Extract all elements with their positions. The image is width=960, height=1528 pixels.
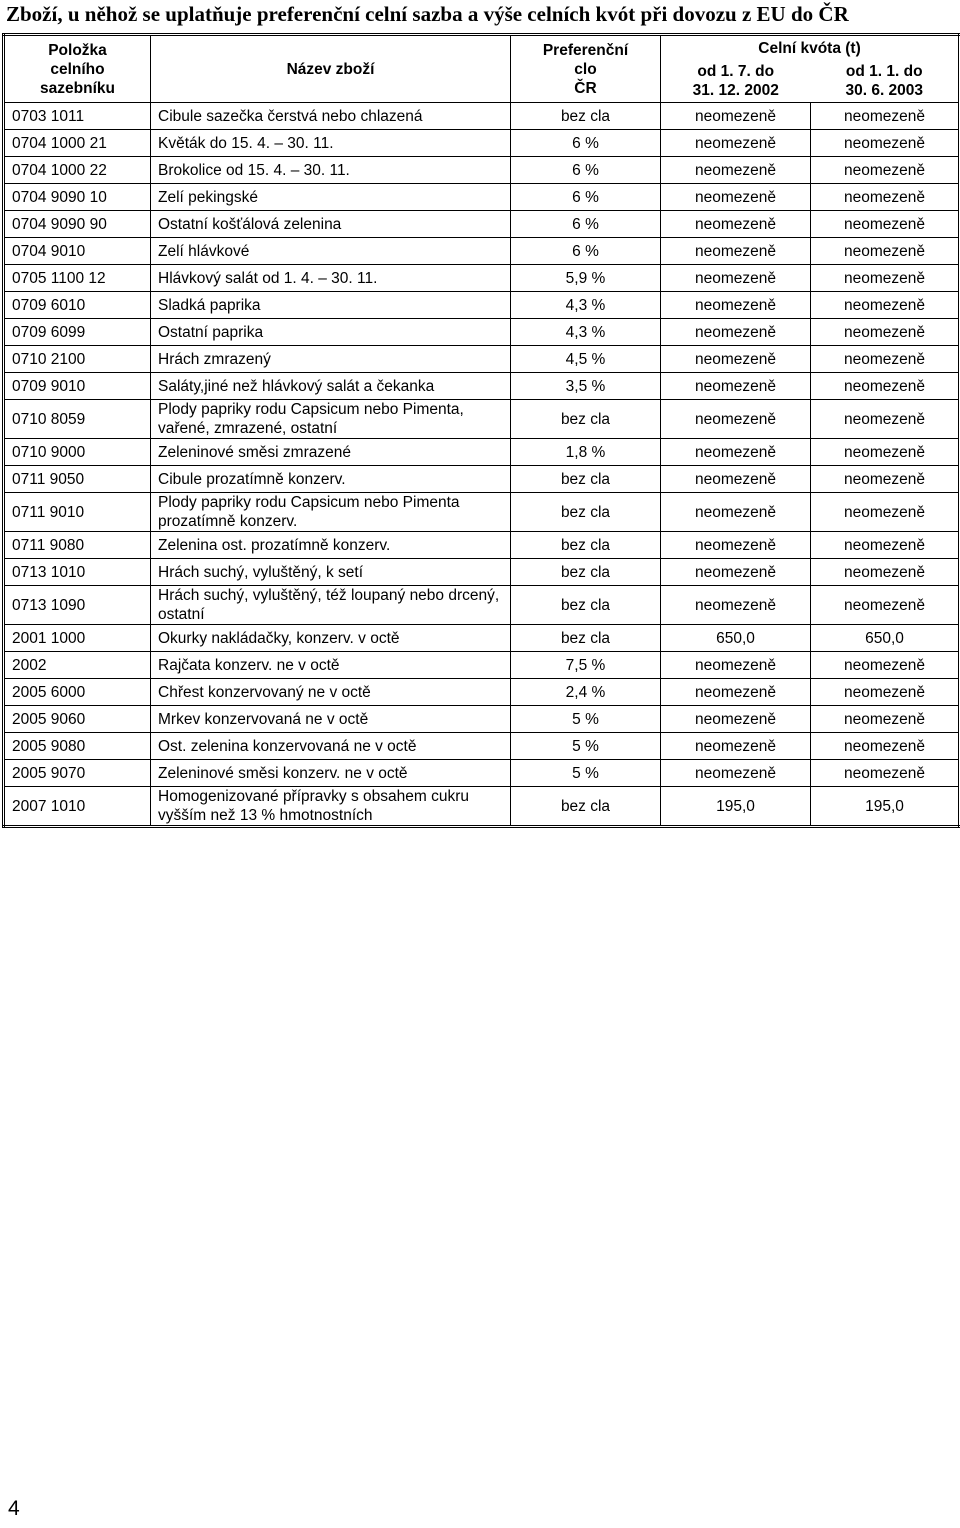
header-code-line: Položka [48, 41, 107, 59]
table-row [4, 292, 960, 319]
cell-quota-2: neomezeně [811, 733, 960, 760]
cell-rate: bez cla [511, 586, 661, 625]
cell-quota-2: neomezeně [811, 679, 960, 706]
cell-name: Cibule prozatímně konzerv. [151, 466, 511, 493]
table-row [4, 439, 960, 466]
cell-code: 0704 9090 90 [4, 211, 151, 238]
cell-name: Hrách zmrazený [151, 346, 511, 373]
cell-quota-1: neomezeně [661, 760, 811, 787]
cell-rate: 7,5 % [511, 652, 661, 679]
cell-name: Saláty,jiné než hlávkový salát a čekanka [151, 373, 511, 400]
cell-rate: bez cla [511, 400, 661, 439]
cell-code: 0704 9090 10 [4, 184, 151, 211]
table-row [4, 238, 960, 265]
cell-code: 2005 9060 [4, 706, 151, 733]
cell-quota-1: neomezeně [661, 292, 811, 319]
cell-name: Ostatní paprika [151, 319, 511, 346]
cell-code: 0709 6099 [4, 319, 151, 346]
cell-quota-1: neomezeně [661, 733, 811, 760]
cell-name: Ost. zelenina konzervovaná ne v octě [151, 733, 511, 760]
cell-rate: 6 % [511, 130, 661, 157]
cell-quota-2: neomezeně [811, 265, 960, 292]
cell-name: Chřest konzervovaný ne v octě [151, 679, 511, 706]
cell-quota-2: neomezeně [811, 184, 960, 211]
cell-rate: 6 % [511, 238, 661, 265]
cell-rate: 5 % [511, 706, 661, 733]
cell-quota-1: neomezeně [661, 157, 811, 184]
cell-rate: 1,8 % [511, 439, 661, 466]
cell-code: 0703 1011 [4, 103, 151, 130]
cell-quota-1: neomezeně [661, 706, 811, 733]
cell-rate: 4,3 % [511, 292, 661, 319]
cell-code: 0710 9000 [4, 439, 151, 466]
table-row [4, 400, 960, 439]
cell-name: Zelí pekingské [151, 184, 511, 211]
table-row [4, 586, 960, 625]
table-row [4, 211, 960, 238]
header-quota-period-line: od 1. 1. do [845, 63, 923, 80]
cell-quota-1: neomezeně [661, 532, 811, 559]
table-row [4, 319, 960, 346]
cell-code: 2005 9080 [4, 733, 151, 760]
cell-rate: bez cla [511, 787, 661, 827]
cell-rate: 3,5 % [511, 373, 661, 400]
header-rate-line: ČR [574, 79, 597, 97]
cell-quota-2: neomezeně [811, 157, 960, 184]
cell-code: 2005 9070 [4, 760, 151, 787]
table-row [4, 493, 960, 532]
header-name: Název zboží [151, 35, 511, 103]
cell-name: Cibule sazečka čerstvá nebo chlazená [151, 103, 511, 130]
table-row [4, 103, 960, 130]
cell-name: Rajčata konzerv. ne v octě [151, 652, 511, 679]
cell-code: 0713 1090 [4, 586, 151, 625]
table-row [4, 346, 960, 373]
header-rate-line: clo [574, 60, 597, 78]
cell-name: Mrkev konzervovaná ne v octě [151, 706, 511, 733]
cell-quota-1: neomezeně [661, 652, 811, 679]
header-quota-period-1 [661, 60, 811, 103]
cell-rate: bez cla [511, 625, 661, 652]
cell-quota-2: neomezeně [811, 706, 960, 733]
cell-name: Zeleninové směsi zmrazené [151, 439, 511, 466]
cell-quota-2: neomezeně [811, 211, 960, 238]
cell-quota-1: neomezeně [661, 265, 811, 292]
table-row [4, 559, 960, 586]
cell-rate: 6 % [511, 157, 661, 184]
cell-quota-1: neomezeně [661, 559, 811, 586]
header-code-line: sazebníku [40, 79, 115, 97]
cell-name: Okurky nakládačky, konzerv. v octě [151, 625, 511, 652]
cell-name: Ostatní košťálová zelenina [151, 211, 511, 238]
cell-quota-2: neomezeně [811, 400, 960, 439]
cell-code: 0711 9010 [4, 493, 151, 532]
cell-quota-2: neomezeně [811, 373, 960, 400]
cell-rate: bez cla [511, 532, 661, 559]
cell-name: Hlávkový salát od 1. 4. – 30. 11. [151, 265, 511, 292]
cell-quota-1: neomezeně [661, 400, 811, 439]
cell-name: Zelenina ost. prozatímně konzerv. [151, 532, 511, 559]
table-row [4, 532, 960, 559]
cell-quota-2: neomezeně [811, 493, 960, 532]
cell-quota-2: neomezeně [811, 466, 960, 493]
table-row [4, 652, 960, 679]
cell-quota-2: 650,0 [811, 625, 960, 652]
cell-name: Zelí hlávkové [151, 238, 511, 265]
cell-rate: 6 % [511, 184, 661, 211]
header-rate-line: Preferenční [542, 41, 629, 59]
cell-quota-2: neomezeně [811, 652, 960, 679]
cell-quota-1: 195,0 [661, 787, 811, 827]
header-quota: Celní kvóta (t) [661, 35, 960, 61]
cell-code: 0704 1000 22 [4, 157, 151, 184]
header-rate [511, 35, 661, 103]
cell-code: 2005 6000 [4, 679, 151, 706]
cell-rate: 4,5 % [511, 346, 661, 373]
table-row [4, 787, 960, 827]
table-row [4, 157, 960, 184]
cell-quota-2: neomezeně [811, 586, 960, 625]
table-row [4, 706, 960, 733]
cell-name: Hrách suchý, vyluštěný, k setí [151, 559, 511, 586]
header-quota-period-line: od 1. 7. do [697, 63, 775, 80]
cell-quota-1: neomezeně [661, 238, 811, 265]
cell-quota-1: neomezeně [661, 586, 811, 625]
header-quota-period-line: 31. 12. 2002 [692, 82, 779, 99]
cell-quota-2: 195,0 [811, 787, 960, 827]
cell-quota-2: neomezeně [811, 559, 960, 586]
cell-name: Zeleninové směsi konzerv. ne v octě [151, 760, 511, 787]
page-number: 4 [8, 1497, 20, 1520]
cell-code: 0710 2100 [4, 346, 151, 373]
cell-code: 2001 1000 [4, 625, 151, 652]
cell-name: Plody papriky rodu Capsicum nebo Pimenta prozatímně konzerv. [151, 493, 511, 532]
cell-code: 0711 9050 [4, 466, 151, 493]
cell-name: Hrách suchý, vyluštěný, též loupaný nebo drcený, ostatní [151, 586, 511, 625]
cell-quota-1: neomezeně [661, 439, 811, 466]
cell-rate: bez cla [511, 466, 661, 493]
cell-rate: 6 % [511, 211, 661, 238]
header-code-line: celního [50, 60, 105, 78]
cell-code: 2007 1010 [4, 787, 151, 827]
cell-rate: bez cla [511, 559, 661, 586]
table-row [4, 184, 960, 211]
table-row [4, 265, 960, 292]
header-quota-period-2 [811, 60, 960, 103]
cell-code: 0709 6010 [4, 292, 151, 319]
cell-quota-1: neomezeně [661, 319, 811, 346]
cell-quota-2: neomezeně [811, 292, 960, 319]
cell-rate: 5 % [511, 733, 661, 760]
cell-rate: bez cla [511, 103, 661, 130]
cell-code: 0704 9010 [4, 238, 151, 265]
cell-quota-1: 650,0 [661, 625, 811, 652]
cell-code: 0704 1000 21 [4, 130, 151, 157]
table-row [4, 625, 960, 652]
table-row [4, 760, 960, 787]
cell-code: 0713 1010 [4, 559, 151, 586]
cell-quota-1: neomezeně [661, 493, 811, 532]
cell-quota-2: neomezeně [811, 439, 960, 466]
cell-code: 0710 8059 [4, 400, 151, 439]
cell-name: Sladká paprika [151, 292, 511, 319]
cell-quota-1: neomezeně [661, 373, 811, 400]
cell-quota-2: neomezeně [811, 103, 960, 130]
table-row [4, 733, 960, 760]
cell-rate: 4,3 % [511, 319, 661, 346]
cell-quota-1: neomezeně [661, 211, 811, 238]
cell-quota-2: neomezeně [811, 319, 960, 346]
cell-quota-1: neomezeně [661, 184, 811, 211]
cell-quota-1: neomezeně [661, 130, 811, 157]
tariff-table [2, 33, 960, 828]
cell-rate: 5,9 % [511, 265, 661, 292]
cell-quota-2: neomezeně [811, 532, 960, 559]
table-body [4, 103, 960, 827]
cell-name: Homogenizované přípravky s obsahem cukru vyšším než 13 % hmotnostních [151, 787, 511, 827]
page-title: Zboží, u něhož se uplatňuje preferenční celní sazba a výše celních kvót při dovozu z EU do ČR [6, 2, 849, 26]
cell-name: Květák do 15. 4. – 30. 11. [151, 130, 511, 157]
table-row [4, 679, 960, 706]
cell-quota-1: neomezeně [661, 103, 811, 130]
cell-name: Plody papriky rodu Capsicum nebo Pimenta, vařené, zmrazené, ostatní [151, 400, 511, 439]
cell-quota-1: neomezeně [661, 679, 811, 706]
cell-quota-2: neomezeně [811, 760, 960, 787]
table-row [4, 130, 960, 157]
cell-code: 0705 1100 12 [4, 265, 151, 292]
cell-quota-1: neomezeně [661, 466, 811, 493]
cell-quota-2: neomezeně [811, 238, 960, 265]
cell-quota-2: neomezeně [811, 346, 960, 373]
table-row [4, 466, 960, 493]
header-code [4, 35, 151, 103]
header-quota-period-line: 30. 6. 2003 [845, 82, 924, 99]
cell-code: 0709 9010 [4, 373, 151, 400]
table-row [4, 373, 960, 400]
cell-code: 2002 [4, 652, 151, 679]
cell-rate: 5 % [511, 760, 661, 787]
cell-code: 0711 9080 [4, 532, 151, 559]
cell-quota-1: neomezeně [661, 346, 811, 373]
cell-quota-2: neomezeně [811, 130, 960, 157]
cell-rate: 2,4 % [511, 679, 661, 706]
cell-rate: bez cla [511, 493, 661, 532]
cell-name: Brokolice od 15. 4. – 30. 11. [151, 157, 511, 184]
